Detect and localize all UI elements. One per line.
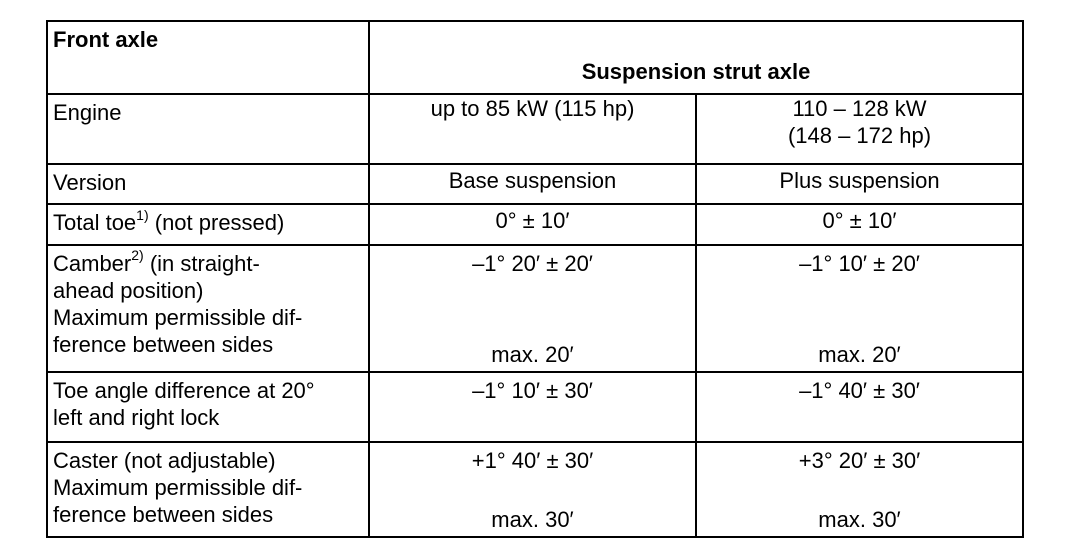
- row-label-cell-caster: [47, 442, 369, 537]
- engine-col1-value: up to 85 kW (115 hp): [430, 95, 635, 121]
- row-label-camber-line1: [53, 247, 364, 277]
- camber-label-suffix: (in straight-: [143, 250, 260, 276]
- toe-angle-col2-value: –1° 40′ ± 30′: [799, 377, 920, 403]
- camber-label-text: Camber: [53, 250, 132, 276]
- engine-col2-value-line1: 110 – 128 kW: [792, 95, 927, 121]
- version-col2-cell: [696, 164, 1023, 204]
- total-toe-col1-value: 0° ± 10′: [495, 208, 570, 234]
- caster-col2-max: max. 30′: [818, 507, 901, 533]
- toe-angle-col1-cell: [369, 372, 696, 443]
- header-row: [47, 21, 1023, 94]
- row-label-cell-toe-angle-difference: [47, 372, 369, 443]
- table-row-engine: [47, 94, 1023, 165]
- toe-angle-col1-value: –1° 10′ ± 30′: [472, 377, 593, 403]
- camber-col1-cell: [369, 245, 696, 372]
- camber-col2-value: –1° 10′ ± 20′: [799, 250, 920, 276]
- camber-col1-max: max. 20′: [491, 341, 574, 367]
- wheel-alignment-spec-table: [46, 20, 1024, 538]
- row-label-caster-line3: ference between sides: [53, 502, 274, 528]
- camber-col2-max: max. 20′: [818, 341, 901, 367]
- version-col1-value: Base suspension: [448, 168, 617, 194]
- table-row-camber: [47, 245, 1023, 372]
- caster-col1-cell: [369, 442, 696, 537]
- camber-col2-cell: [696, 245, 1023, 372]
- table-row-version: [47, 164, 1023, 204]
- row-label-cell-version: [47, 164, 369, 204]
- caster-col2-cell: [696, 442, 1023, 537]
- row-label-cell-camber: [47, 245, 369, 372]
- total-toe-label-text: Total toe: [53, 210, 137, 236]
- caster-col2-value: +3° 20′ ± 30′: [798, 448, 921, 474]
- row-label-toe-angle-line1: Toe angle difference at 20°: [53, 377, 315, 403]
- footnote-marker-2: 2): [131, 247, 144, 264]
- row-label-caster-line1: Caster (not adjustable): [53, 448, 276, 474]
- row-label-caster-line2: Maximum permissible dif-: [53, 475, 303, 501]
- engine-col2-cell: [696, 94, 1023, 165]
- caster-col1-value: +1° 40′ ± 30′: [471, 448, 594, 474]
- column-group-header-label: Suspension strut axle: [581, 58, 811, 84]
- row-label-engine: Engine: [53, 99, 122, 125]
- row-label-camber-line4: ference between sides: [53, 331, 274, 357]
- total-toe-label-suffix: (not pressed): [148, 210, 285, 236]
- engine-col2-value-line2: (148 – 172 hp): [787, 122, 932, 148]
- version-col2-value: Plus suspension: [779, 168, 940, 194]
- column-group-header-cell: [369, 21, 1023, 94]
- corner-header-cell: [47, 21, 369, 94]
- row-label-toe-angle-line2: left and right lock: [53, 404, 220, 430]
- table-row-total-toe: [47, 204, 1023, 244]
- caster-col1-max: max. 30′: [491, 507, 574, 533]
- table-row-caster: [47, 442, 1023, 537]
- row-label-total-toe: [53, 207, 285, 236]
- camber-col1-value: –1° 20′ ± 20′: [472, 250, 593, 276]
- toe-angle-col2-cell: [696, 372, 1023, 443]
- row-label-cell-total-toe: [47, 204, 369, 244]
- row-label-cell-engine: [47, 94, 369, 165]
- total-toe-col2-cell: [696, 204, 1023, 244]
- version-col1-cell: [369, 164, 696, 204]
- engine-col1-cell: [369, 94, 696, 165]
- row-label-camber-line2: ahead position): [53, 277, 204, 303]
- total-toe-col2-value: 0° ± 10′: [822, 208, 897, 234]
- row-label-camber-line3: Maximum permissible dif-: [53, 304, 303, 330]
- row-label-version: Version: [53, 170, 127, 196]
- corner-header-label: Front axle: [53, 27, 159, 52]
- footnote-marker-1: 1): [136, 207, 149, 224]
- table-row-toe-angle-difference: [47, 372, 1023, 443]
- total-toe-col1-cell: [369, 204, 696, 244]
